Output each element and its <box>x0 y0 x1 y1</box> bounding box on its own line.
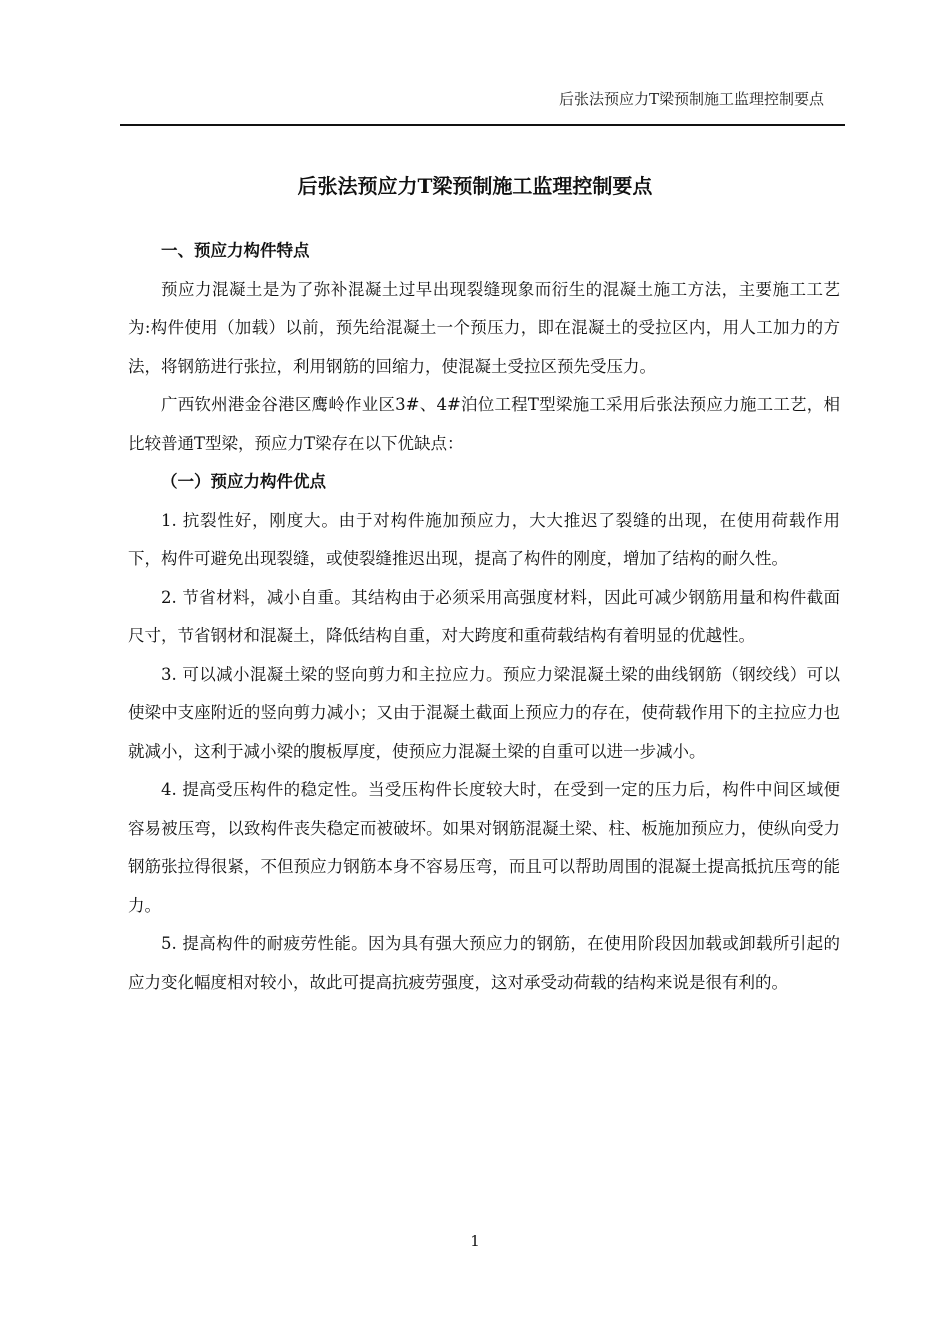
advantage-item-2: 2. 节省材料，减小自重。其结构由于必须采用高强度材料，因此可减少钢筋用量和构件截面尺寸，节省钢材和混凝土，降低结构自重，对大跨度和重荷载结构有着明显的优越性。 <box>128 587 840 645</box>
header-divider <box>120 124 845 126</box>
document-body <box>128 232 840 1002</box>
advantage-item-4: 4. 提高受压构件的稳定性。当受压构件长度较大时，在受到一定的压力后，构件中间区域便容易被压弯，以致构件丧失稳定而被破坏。如果对钢筋混凝土梁、柱、板施加预应力，使纵向受力钢筋张拉得很紧，不但预应力钢筋本身不容易压弯，而且可以帮助周围的混凝土提高抵抗压弯的能力。 <box>128 780 840 915</box>
document-title: 后张法预应力T梁预制施工监理控制要点 <box>297 174 653 198</box>
intro-paragraph: 预应力混凝土是为了弥补混凝土过早出现裂缝现象而衍生的混凝土施工方法，主要施工工艺为:构件使用（加载）以前，预先给混凝土一个预压力，即在混凝土的受拉区内，用人工加力的方法，将钢筋进行张拉，利用钢筋的回缩力，使混凝土受拉区预先受压力。 <box>128 279 840 376</box>
advantage-item-5: 5. 提高构件的耐疲劳性能。因为具有强大预应力的钢筋，在使用阶段因加载或卸载所引起的应力变化幅度相对较小，故此可提高抗疲劳强度，这对承受动荷载的结构来说是很有利的。 <box>128 934 840 992</box>
advantage-item-1: 1. 抗裂性好，刚度大。由于对构件施加预应力，大大推迟了裂缝的出现，在使用荷载作用下，构件可避免出现裂缝，或使裂缝推迟出现，提高了构件的刚度，增加了结构的耐久性。 <box>128 510 840 568</box>
running-header: 后张法预应力T梁预制施工监理控制要点 <box>558 90 824 108</box>
advantage-item-3: 3. 可以减小混凝土梁的竖向剪力和主拉应力。预应力梁混凝土梁的曲线钢筋（钢绞线）可以使梁中支座附近的竖向剪力减小；又由于混凝土截面上预应力的存在，使荷载作用下的主拉应力也就减小，这利于减小梁的腹板厚度，使预应力混凝土梁的自重可以进一步减小。 <box>128 664 840 761</box>
section-heading: 一、预应力构件特点 <box>161 241 310 260</box>
subsection-heading: （一）预应力构件优点 <box>161 472 326 491</box>
project-paragraph: 广西钦州港金谷港区鹰岭作业区3#、4#泊位工程T型梁施工采用后张法预应力施工工艺，相比较普通T型梁，预应力T梁存在以下优缺点： <box>128 395 840 453</box>
page-number: 1 <box>470 1232 480 1250</box>
